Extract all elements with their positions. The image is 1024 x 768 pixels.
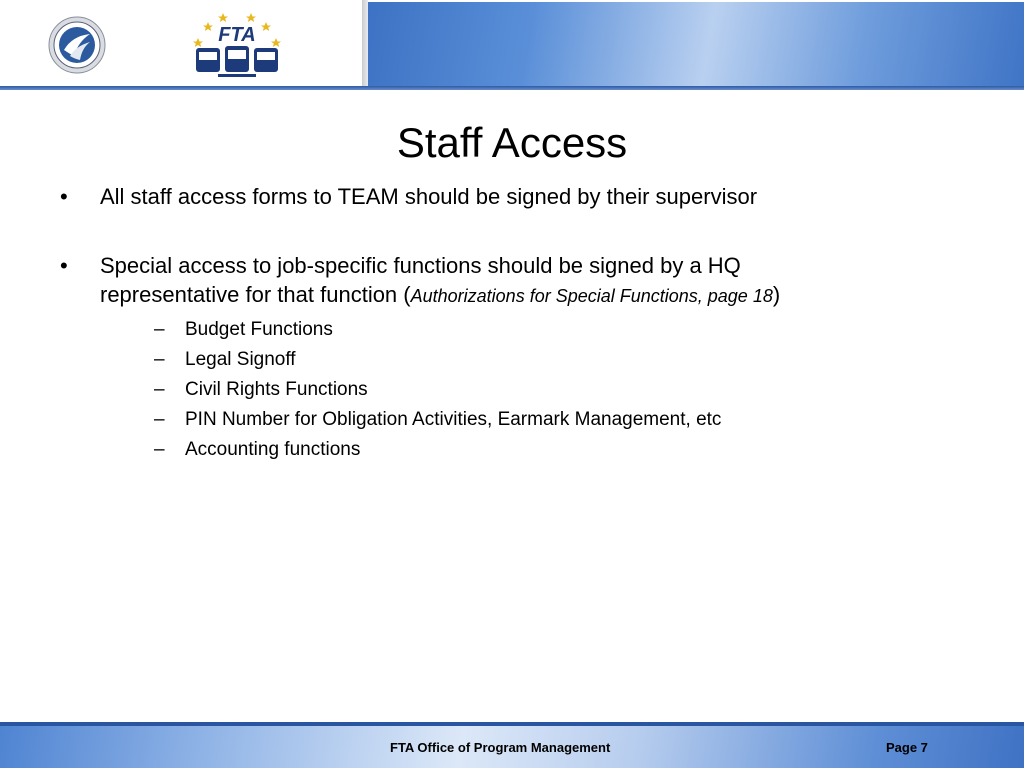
citation-text: Authorizations for Special Functions, page 18 <box>410 286 773 306</box>
sub-bullet-dash: – <box>154 319 165 340</box>
sub-bullet-item <box>100 435 960 465</box>
sub-bullet-list <box>100 315 960 465</box>
bullet-text-line1: Special access to job-specific functions should be signed by a HQ <box>100 253 741 278</box>
slide-footer <box>0 722 1024 768</box>
bullet-item <box>60 182 960 211</box>
fta-logo-text: FTA <box>218 24 256 46</box>
sub-bullet-text: Accounting functions <box>185 439 361 460</box>
footer-org-name: FTA Office of Program Management <box>390 740 611 755</box>
bullet-item <box>60 251 960 465</box>
sub-bullet-text: Civil Rights Functions <box>185 379 368 400</box>
slide-header <box>0 0 1024 90</box>
header-rule <box>0 86 1024 90</box>
us-dot-seal-icon <box>48 16 106 74</box>
bullet-text-line2: representative for that function ( <box>100 282 411 307</box>
sub-bullet-text: Legal Signoff <box>185 349 296 370</box>
slide-content <box>60 182 960 465</box>
sub-bullet-dash: – <box>154 409 165 430</box>
bullet-text: All staff access forms to TEAM should be signed by their supervisor <box>100 184 758 209</box>
footer-page-number: Page 7 <box>886 740 928 755</box>
slide-title: Staff Access <box>396 119 628 166</box>
bullet-marker: • <box>60 184 68 209</box>
bullet-text-close: ) <box>772 282 781 307</box>
logo-panel <box>0 0 362 86</box>
sub-bullet-item <box>100 375 960 405</box>
sub-bullet-item <box>100 345 960 375</box>
sub-bullet-item <box>100 315 960 345</box>
sub-bullet-text: PIN Number for Obligation Activities, Earmark Management, etc <box>185 409 722 430</box>
fta-logo-icon <box>188 8 286 80</box>
sub-bullet-dash: – <box>154 379 165 400</box>
bullet-marker: • <box>60 253 68 278</box>
sub-bullet-dash: – <box>154 439 165 460</box>
sub-bullet-item <box>100 405 960 435</box>
header-banner <box>368 2 1024 86</box>
sub-bullet-text: Budget Functions <box>185 319 333 340</box>
sub-bullet-dash: – <box>154 349 165 370</box>
